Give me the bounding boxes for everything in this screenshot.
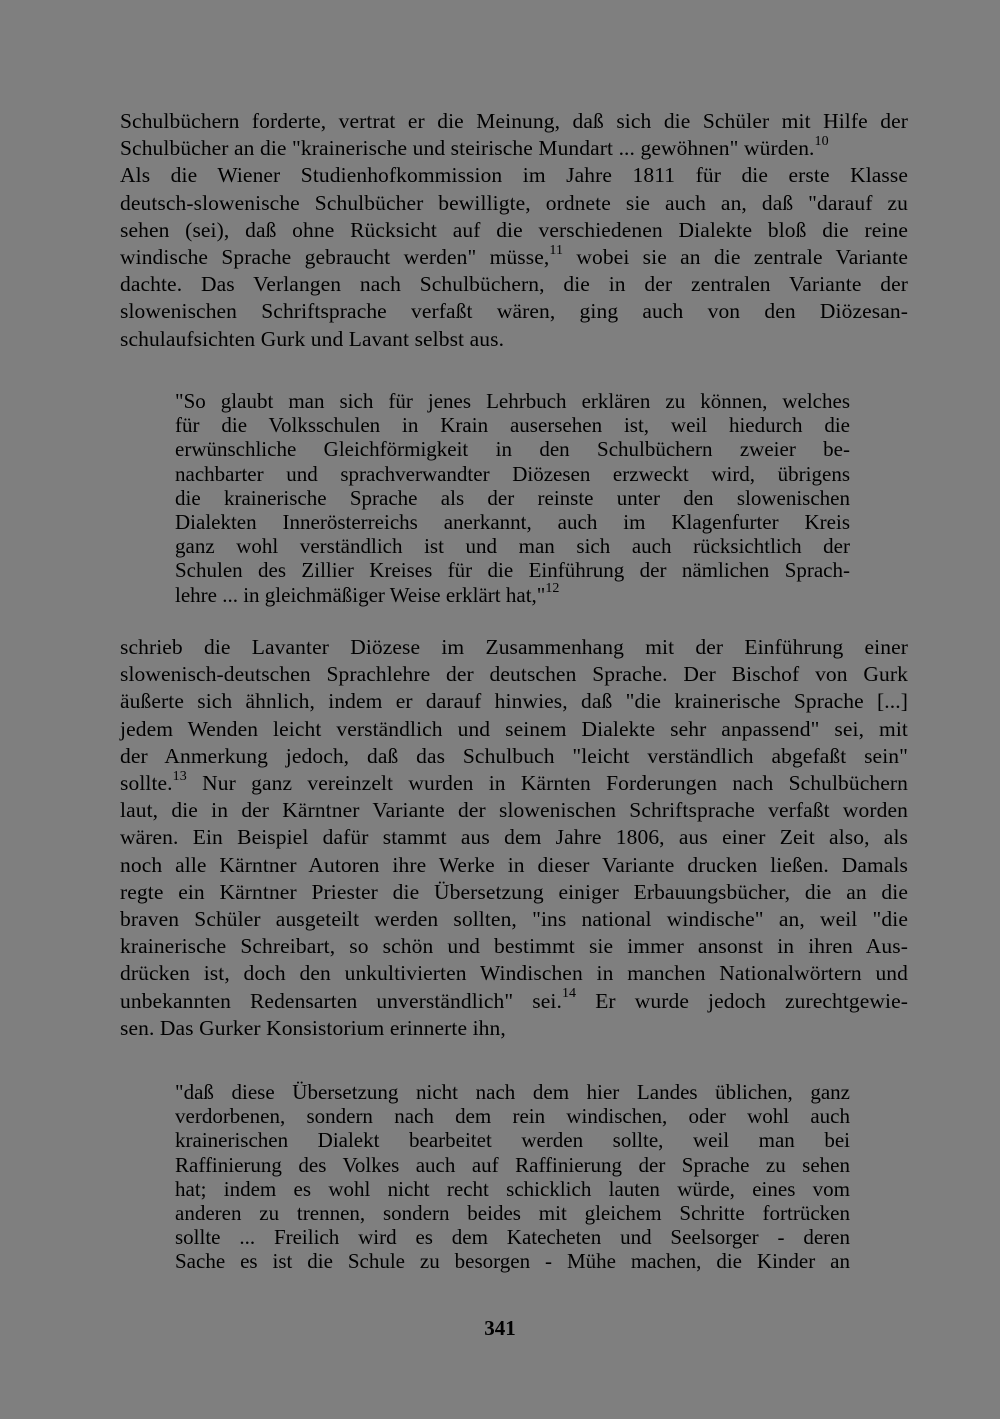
footnote-ref: 14 [561,986,577,1002]
text-line: windische Sprache gebraucht werden" müsse,$^{11}$ wobei sie an die zentrale Variante [120,242,908,270]
quote-line: lehre ... in gleichmäßiger Weise erklärt hat,"$^{12}$ [175,580,560,607]
text-line: schrieb die Lavanter Diözese im Zusammenhang mit der Einführung einer [120,635,908,659]
text-line: laut, die in der Kärntner Variante der slowenischen Schriftsprache verfaßt worden [120,798,908,823]
text-line: Als die Wiener Studienhofkommission im Jahre 1811 für die erste Klasse [120,163,908,188]
quote-line: anderen zu trennen, sondern beides mit gleichem Schritte fortrücken [175,1201,850,1226]
quote-line: "daß diese Übersetzung nicht nach dem hier Landes üblichen, ganz [175,1080,850,1104]
footnote-ref: 13 [172,768,187,784]
text-line: noch alle Kärntner Autoren ihre Werke in dieser Variante drucken ließen. Damals [120,852,908,877]
text-line: unbekannten Redensarten unverständlich" sei.$^{14}$ Er wurde jedoch zurechtgewie- [120,986,909,1013]
quote-line: krainerischen Dialekt bearbeitet werden sollte, weil man bei [175,1128,850,1153]
paragraph-2 [120,634,908,1042]
quote-line: hat; indem es wohl nicht recht schicklich lauten würde, eines vom [175,1176,850,1201]
quote-line: die krainerische Sprache als der reinste unter den slowenischen [175,485,850,510]
footnote-ref: 12 [545,580,560,596]
text-line: dachte. Das Verlangen nach Schulbüchern, die in der zentralen Variante der [120,272,908,297]
quote-line: "So glaubt man sich für jenes Lehrbuch erklären zu können, welches [175,389,850,413]
text-line: slowenisch-deutschen Sprachlehre der deutschen Sprache. Der Bischof von Gurk [120,662,908,687]
quote-line: Schulen des Zillier Kreises für die Einführung der nämlichen Sprach- [175,558,850,583]
text-line: regte ein Kärntner Priester die Übersetzung einiger Erbauungsbücher, die an die [120,879,908,904]
footnote-ref: 11 [549,242,564,258]
block-quote-2 [175,1080,850,1274]
text-line: schulaufsichten Gurk und Lavant selbst aus. [120,326,505,351]
text-line: wären. Ein Beispiel dafür stammt aus dem Jahre 1806, aus einer Zeit also, als [120,825,908,850]
quote-line: für die Volksschulen in Krain ausersehen ist, weil hiedurch die [175,413,850,438]
text-line: sollte.$^{13}$ Nur ganz vereinzelt wurden in Kärnten Forderungen nach Schulbüchern [120,768,908,796]
quote-line: Raffinierung des Volkes auch auf Raffinierung der Sprache zu sehen [175,1152,850,1177]
text-line: äußerte sich ähnlich, indem er darauf hinwies, daß "die krainerische Sprache [...] [120,689,908,714]
text-line: deutsch-slowenische Schulbücher bewilligte, ordnete sie auch an, daß "darauf zu [120,190,908,215]
paragraph-1 [120,108,908,353]
quote-line: Dialekten Innerösterreichs anerkannt, auch im Klagenfurter Kreis [175,510,850,535]
quote-line: verdorbenen, sondern nach dem rein windischen, oder wohl auch [175,1104,850,1129]
text-line: sehen (sei), daß ohne Rücksicht auf die verschiedenen Dialekte bloß die reine [120,217,908,242]
page-number: 341 [484,1316,516,1340]
text-line: slowenischen Schriftsprache verfaßt wären, ging auch von den Diözesan- [120,299,908,324]
text-line: der Anmerkung jedoch, daß das Schulbuch "leicht verständlich abgefaßt sein" [120,743,908,768]
block-quote-1 [175,389,850,607]
text-line: krainerische Schreibart, so schön und bestimmt sie immer ansonst in ihren Aus- [120,934,908,959]
text-line: Schulbücher an die "krainerische und steirische Mundart ... gewöhnen" würden.$^{10}$ [120,134,829,161]
quote-line: sollte ... Freilich wird es dem Katecheten und Seelsorger - deren [175,1225,850,1250]
text-line: jedem Wenden leicht verständlich und seinem Dialekte sehr anpassend" sei, mit [120,716,908,741]
text-line: sen. Das Gurker Konsistorium erinnerte ihn, [120,1015,506,1040]
footnote-ref: 10 [814,134,829,150]
quote-line: ganz wohl verständlich ist und man sich auch rücksichtlich der [175,534,850,559]
quote-line: nachbarter und sprachverwandter Diözesen erzweckt wird, übrigens [175,461,850,486]
text-line: braven Schüler ausgeteilt werden sollten, "ins national windische" an, weil "die [120,907,908,932]
quote-line: Sache es ist die Schule zu besorgen - Mühe machen, die Kinder an [175,1249,850,1274]
quote-line: erwünschliche Gleichförmigkeit in den Schulbüchern zweier be- [175,437,850,462]
text-line: drücken ist, doch den unkultivierten Windischen in manchen Nationalwörtern und [120,961,908,986]
text-line: Schulbüchern forderte, vertrat er die Meinung, daß sich die Schüler mit Hilfe der [120,109,908,133]
